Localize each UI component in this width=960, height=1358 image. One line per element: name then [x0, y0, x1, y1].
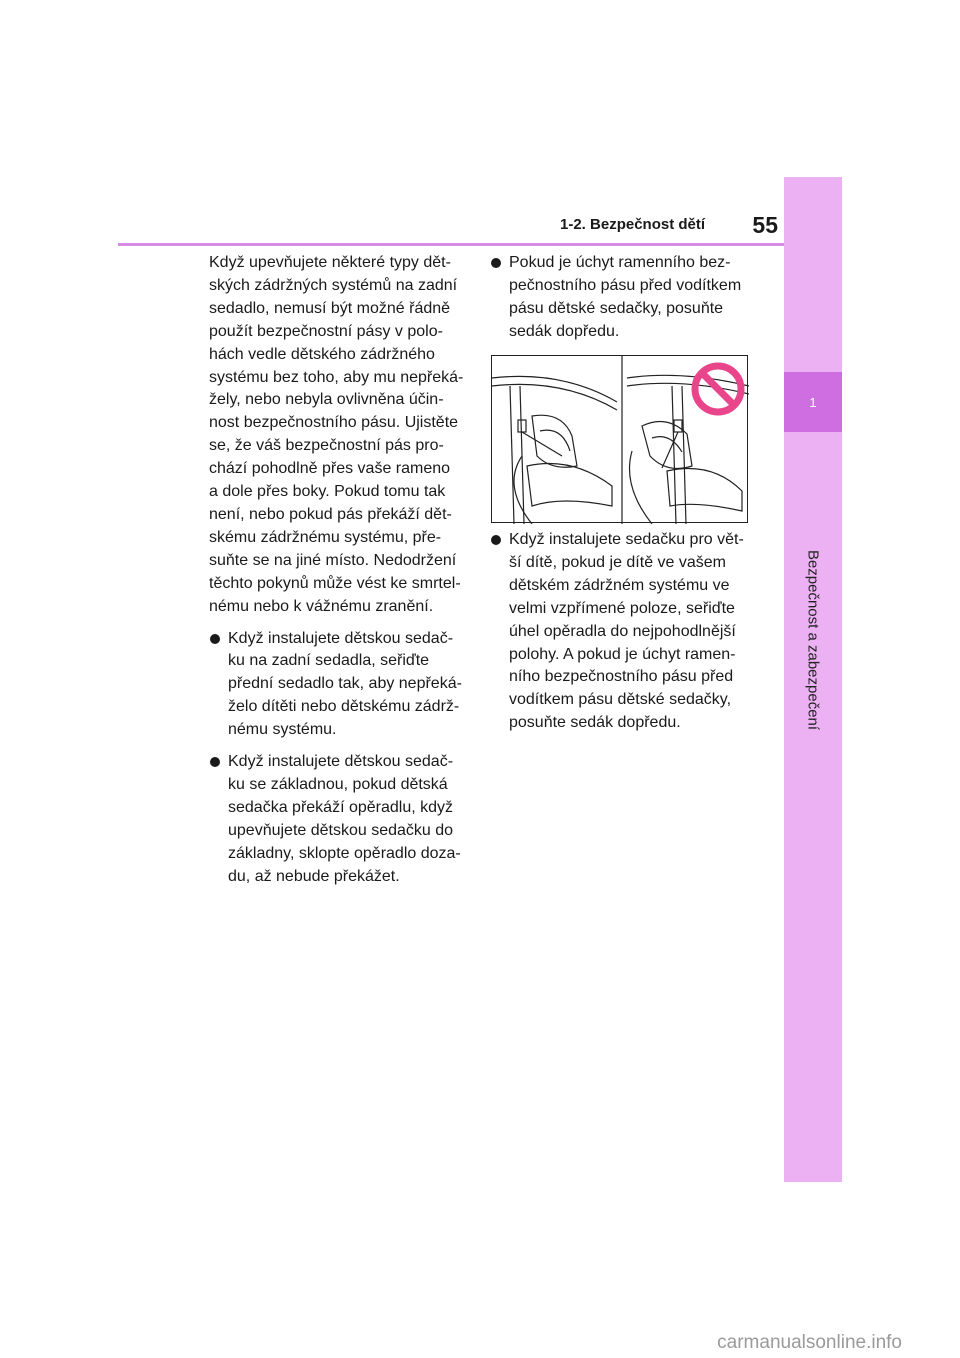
bullet-front-seat-adjust: Když instalujete dětskou sedač- ku na zadní sedadla, seřiďte přední sedadlo tak, aby nepřeká- želo dítěti nebo dětskému zádrž- nému systému. [209, 628, 467, 743]
watermark: carmanualsonline.info [717, 1332, 902, 1353]
left-shoulder-anchor [518, 420, 526, 432]
bullet-seat-base: Když instalujete dětskou sedač- ku se základnou, pokud dětská sedačka překáží opěradlu, když upevňujete dětskou sedačku do základny, sklopte opěradlo doza- du, až nebude překážet. [209, 751, 467, 888]
illustration-svg [492, 356, 749, 524]
right-b-pillar [672, 386, 676, 524]
bullet-shoulder-anchor: Pokud je úchyt ramenního bez- pečnostního pásu před vodítkem pásu dětské sedačky, posuňte sedák dopředu. [490, 252, 758, 344]
section-title: 1-2. Bezpečnost dětí [560, 216, 706, 233]
chapter-title: Bezpečnost a zabezpečení [804, 549, 822, 731]
intro-paragraph: Když upevňujete některé typy dět- ských zádržných systémů na zadní sedadlo, nemusí být možné řádně použít bezpečnostní pásy v polo- hách vedle dětského zádržného systému bez toho, aby mu nepřeká- žely, nebo nebyla ovlivněna účin- nost bezpečnostního pásu. Ujistěte se, že váš bezpečnostní pás pro- chází pohodlně přes vaše rameno a dole přes boky. Pokud tomu tak není, nebo pokud pás překáží dět- skému zádržnému systému, pře- suňte se na jiné místo. Nedodržení těchto pokynů může vést ke smrtel- nému nebo k vážnému zranění. [209, 254, 464, 615]
bullet-dot-icon [210, 757, 220, 767]
right-vehicle-seat [667, 469, 742, 512]
left-belt [522, 432, 562, 456]
header-divider [118, 243, 784, 246]
bullet-older-child-seat: Když instalujete sedačku pro vět- ší dítě, pokud je dítě ve vašem dětském zádržném systému ve velmi vzpřímené poloze, seřiďte úhel opěradla do nejpohodlnější polohy. A pokud je úchyt ramen- ního bezpečnostního pásu před vodítkem pásu dětské sedačky, posuňte sedák dopředu. [490, 529, 758, 735]
left-b-pillar [510, 386, 514, 524]
right-column [490, 252, 758, 353]
chapter-number-tab[interactable] [784, 372, 842, 432]
bullet-dot-icon [491, 258, 501, 268]
left-child-seat [532, 415, 577, 467]
right-shoulder-anchor [674, 420, 682, 432]
page-number: 55 [752, 212, 778, 238]
child-seat-illustration [491, 355, 748, 523]
chapter-number: 1 [809, 394, 817, 410]
bullet-dot-icon [491, 535, 501, 545]
right-column-lower [490, 529, 758, 744]
bullet-dot-icon [210, 634, 220, 644]
left-vehicle-seat [527, 464, 612, 507]
prohibition-icon [695, 366, 741, 412]
left-column [209, 252, 467, 897]
